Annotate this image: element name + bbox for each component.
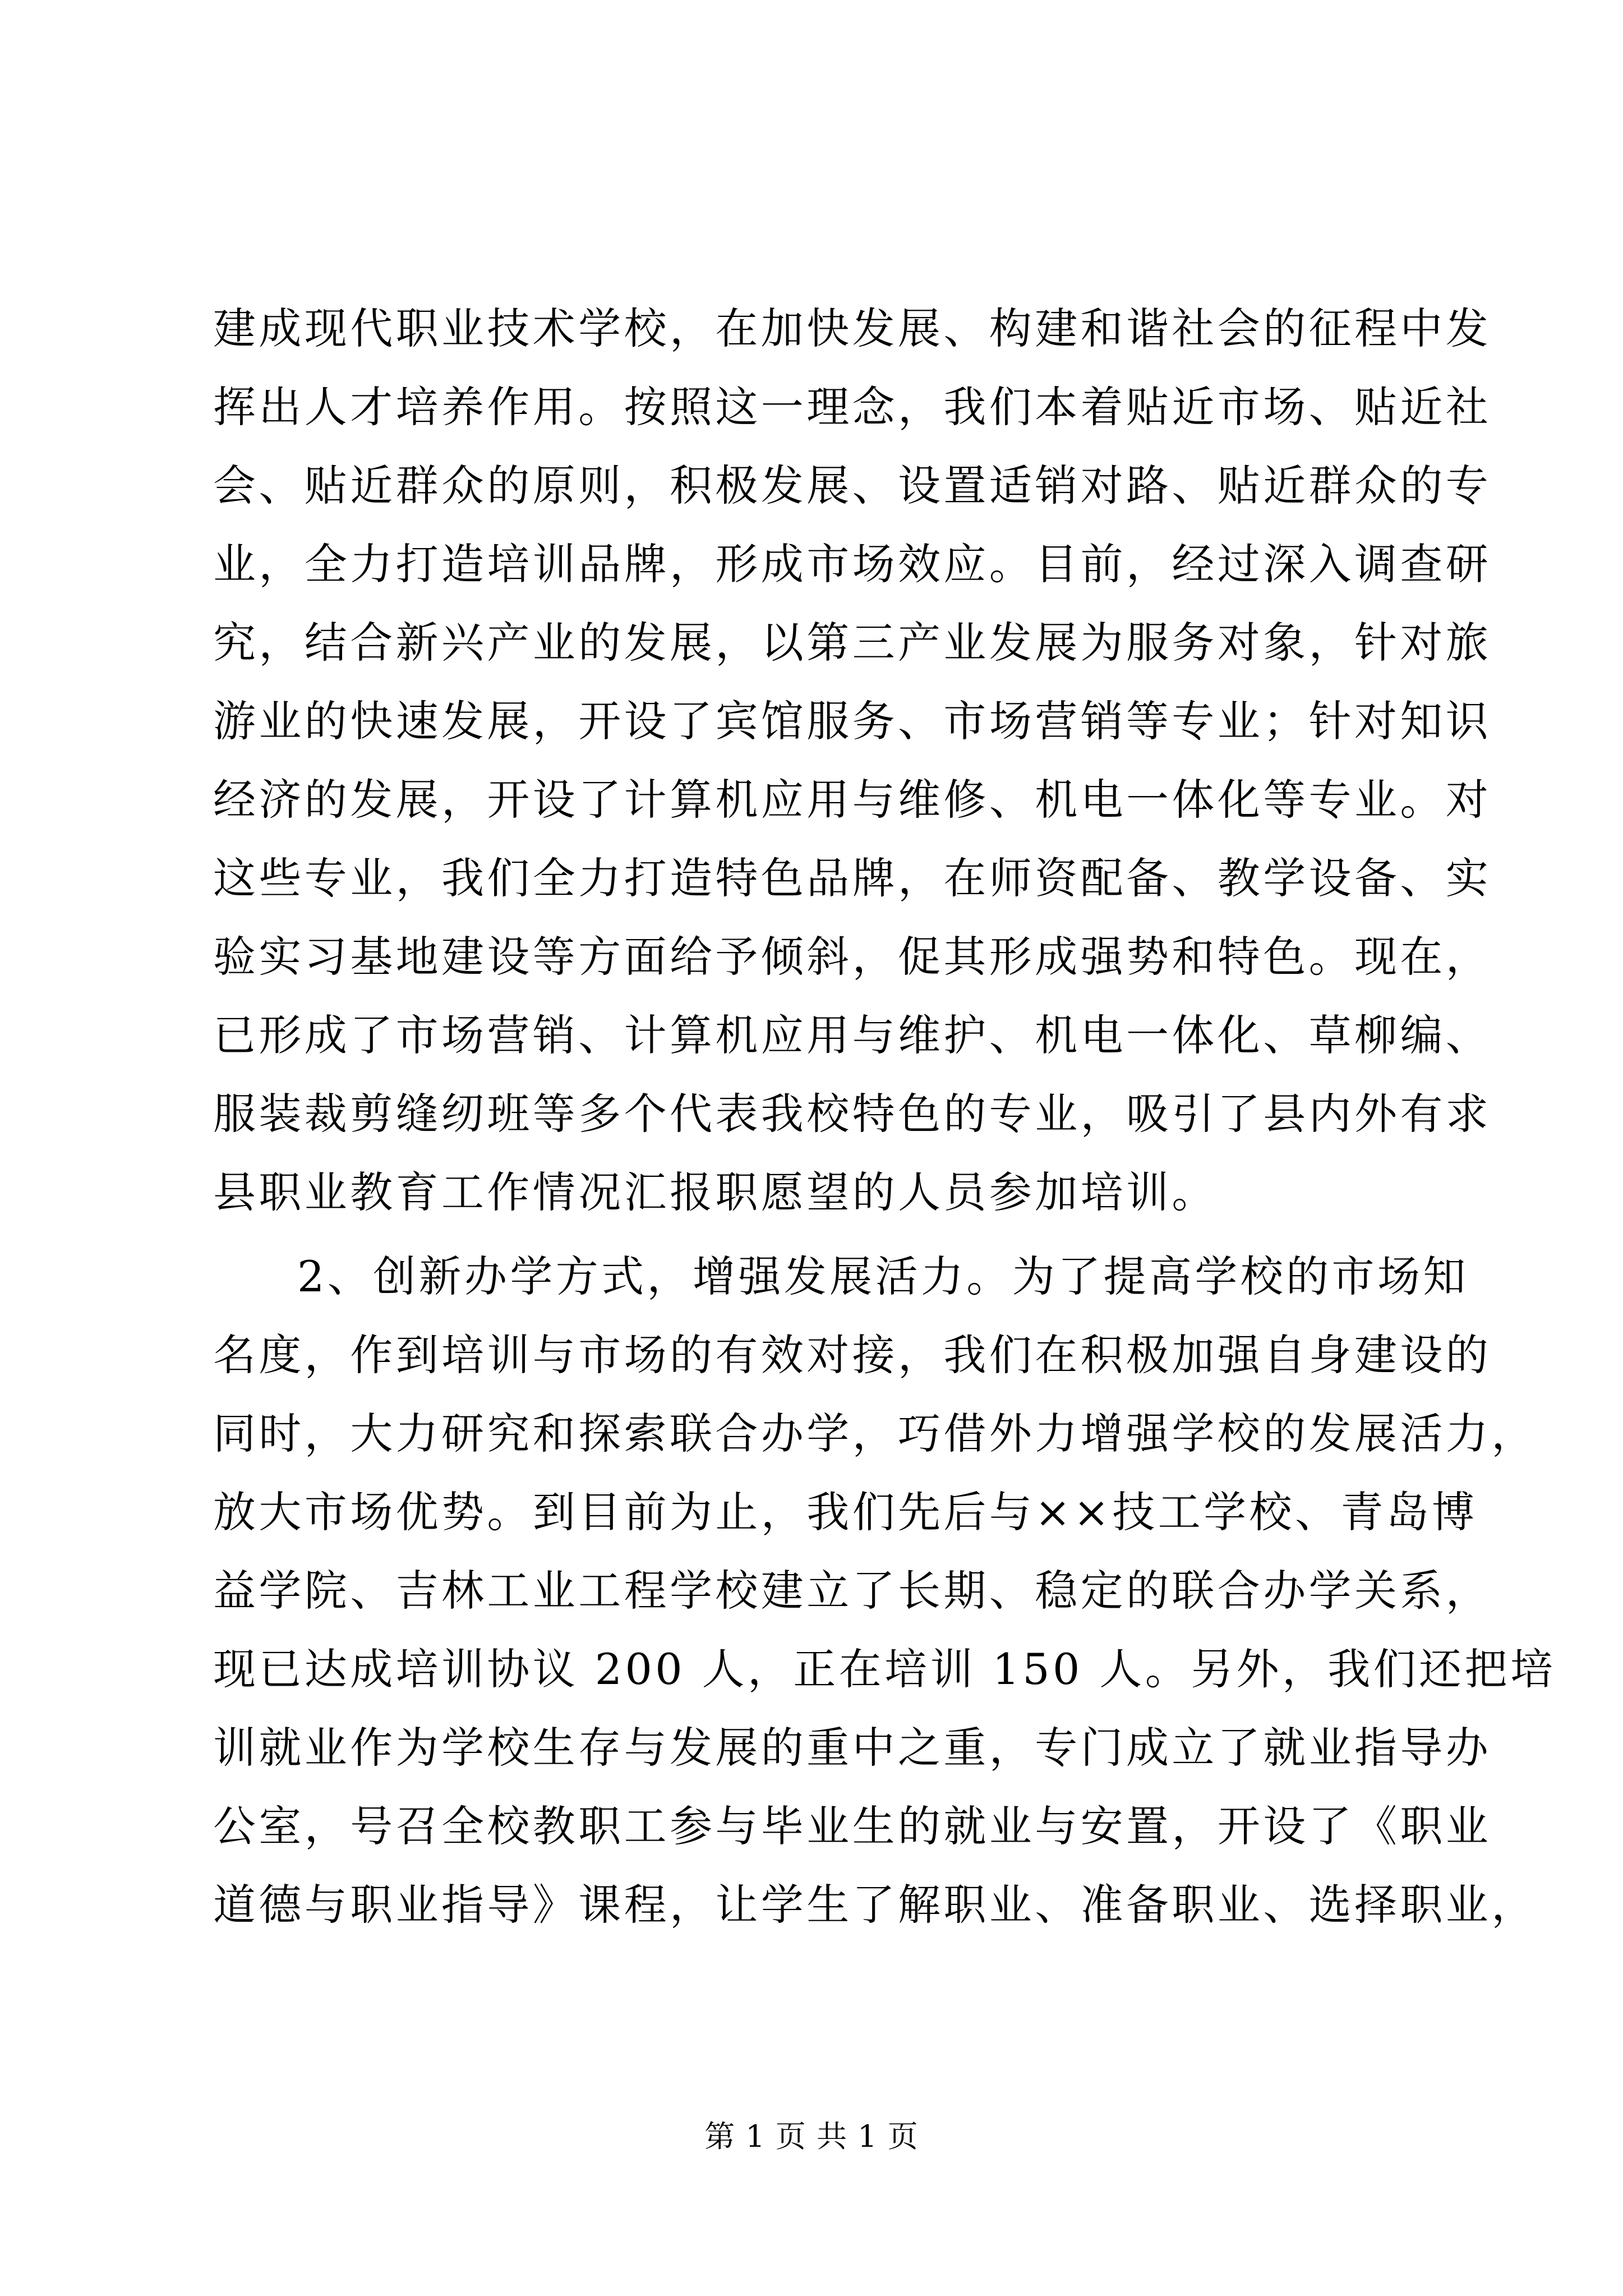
body-text-line: 验实习基地建设等方面给予倾斜，促其形成强势和特色。现在， [213, 932, 1492, 982]
body-text-line: 游业的快速发展，开设了宾馆服务、市场营销等专业；针对知识 [213, 696, 1492, 746]
body-text-line: 挥出人才培养作用。按照这一理念，我们本着贴近市场、贴近社 [213, 382, 1492, 432]
body-text-line: 训就业作为学校生存与发展的重中之重，专门成立了就业指导办 [213, 1723, 1492, 1773]
body-text-line: 建成现代职业技术学校，在加快发展、构建和谐社会的征程中发 [213, 303, 1492, 353]
body-text-line: 放大市场优势。到目前为止，我们先后与××技工学校、青岛博 [213, 1487, 1478, 1537]
paragraph-first-line: 2、创新办学方式，增强发展活力。为了提高学校的市场知 [297, 1251, 1469, 1301]
body-text-line: 经济的发展，开设了计算机应用与维修、机电一体化等专业。对 [213, 775, 1492, 825]
body-text-line: 已形成了市场营销、计算机应用与维护、机电一体化、草柳编、 [213, 1010, 1492, 1060]
body-text-line: 同时，大力研究和探索联合办学，巧借外力增强学校的发展活力， [213, 1409, 1537, 1458]
body-text-line: 县职业教育工作情况汇报职愿望的人员参加培训。 [213, 1167, 1218, 1217]
body-text-line: 现已达成培训协议 200 人，正在培训 150 人。另外，我们还把培 [213, 1644, 1556, 1694]
page-number-footer: 第 1 页 共 1 页 [704, 2119, 919, 2154]
body-text-line: 名度，作到培训与市场的有效对接，我们在积极加强自身建设的 [213, 1330, 1492, 1380]
body-text-line: 服装裁剪缝纫班等多个代表我校特色的专业，吸引了县内外有求 [213, 1089, 1492, 1139]
body-text-line: 这些专业，我们全力打造特色品牌，在师资配备、教学设备、实 [213, 853, 1492, 903]
body-text-line: 公室，号召全校教职工参与毕业生的就业与安置，开设了《职业 [213, 1801, 1492, 1851]
body-text-line: 业，全力打造培训品牌，形成市场效应。目前，经过深入调查研 [213, 539, 1492, 589]
body-text-line: 究，结合新兴产业的发展，以第三产业发展为服务对象，针对旅 [213, 618, 1492, 668]
body-text-line: 会、贴近群众的原则，积极发展、设置适销对路、贴近群众的专 [213, 461, 1492, 510]
body-text-line: 道德与职业指导》课程，让学生了解职业、准备职业、选择职业， [213, 1880, 1537, 1930]
body-text-line: 益学院、吉林工业工程学校建立了长期、稳定的联合办学关系， [213, 1566, 1492, 1616]
